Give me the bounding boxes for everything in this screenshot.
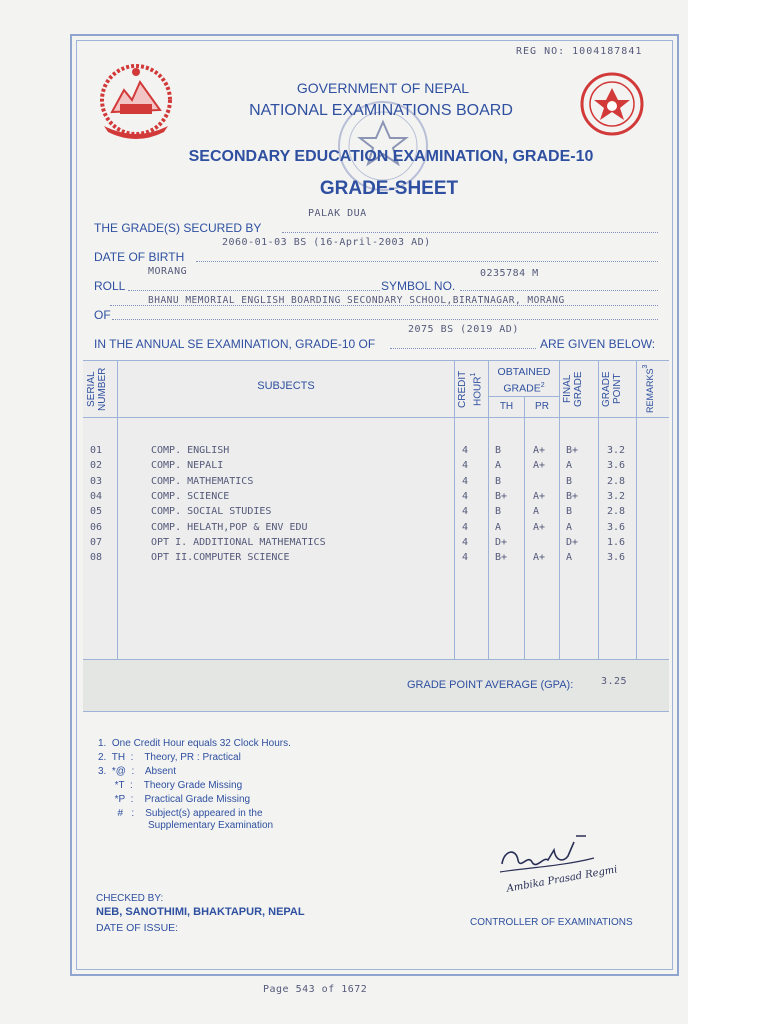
board-heading: NATIONAL EXAMINATIONS BOARD: [249, 102, 513, 119]
final-grade-cell: B: [566, 475, 573, 487]
grade-point-cell: 3.6: [607, 521, 626, 533]
nepal-emblem-icon: [90, 60, 182, 142]
serial-cell: 01: [90, 445, 103, 456]
final-grade-cell: A: [566, 521, 573, 533]
roll-dotted-line: [128, 290, 380, 291]
footnote-line: 2. TH : Theory, PR : Practical: [98, 752, 241, 763]
grade-point-cell: 2.8: [607, 506, 626, 518]
th-header: TH: [499, 401, 514, 412]
exam-heading: SECONDARY EDUCATION EXAMINATION, GRADE-10: [188, 148, 594, 165]
footnote-line: *T : Theory Grade Missing: [98, 780, 243, 791]
subject-cell: COMP. ENGLISH: [151, 445, 230, 456]
grade-point-cell: 2.8: [607, 475, 626, 487]
credit-cell: 4: [462, 506, 469, 518]
annual-exam-label: IN THE ANNUAL SE EXAMINATION, GRADE-10 OF: [94, 337, 376, 351]
subject-cell: COMP. SOCIAL STUDIES: [151, 506, 272, 518]
checked-by-label: CHECKED BY:: [96, 893, 164, 904]
footnote-line: Supplementary Examination: [98, 820, 274, 831]
serial-cell: 04: [90, 490, 103, 502]
subject-cell: COMP. NEPALI: [151, 460, 224, 472]
symbol-dotted-line: [460, 290, 658, 291]
credit-cell: 4: [462, 460, 469, 472]
student-name: PALAK DUA: [308, 208, 367, 219]
grade-point-cell: 3.6: [607, 460, 626, 472]
gpa-value: 3.25: [601, 676, 628, 687]
secured-by-label: THE GRADE(S) SECURED BY: [94, 221, 262, 235]
final-grade-header: FINAL GRADE: [562, 371, 584, 407]
exam-year: 2075 BS (2019 AD): [408, 324, 519, 335]
grade-sheet-title: GRADE-SHEET: [319, 178, 459, 199]
grade-point-cell: 3.2: [607, 445, 626, 456]
theory-grade-cell: B: [495, 506, 502, 518]
subject-cell: OPT I. ADDITIONAL MATHEMATICS: [151, 536, 326, 548]
theory-grade-cell: B: [495, 475, 502, 487]
gpa-band: [83, 660, 669, 712]
credit-cell: 4: [462, 445, 469, 456]
grade-point-cell: 3.6: [607, 552, 626, 564]
school-dotted-line-2: [112, 319, 658, 320]
serial-cell: 05: [90, 506, 103, 518]
theory-grade-cell: A: [495, 460, 502, 472]
dob-dotted-line: [196, 261, 658, 262]
symbol-no: 0235784 M: [480, 268, 539, 279]
practical-grade-cell: A+: [533, 490, 546, 502]
credit-cell: 4: [462, 475, 469, 487]
dob-label: DATE OF BIRTH: [94, 250, 185, 264]
page-number: Page 543 of 1672: [263, 984, 368, 995]
credit-cell: 4: [462, 536, 469, 548]
theory-grade-cell: B: [495, 445, 502, 456]
year-dotted-line: [390, 348, 536, 349]
credit-cell: 4: [462, 490, 469, 502]
practical-grade-cell: A: [533, 506, 540, 518]
school-name: BHANU MEMORIAL ENGLISH BOARDING SECONDARY SCHOOL,BIRATNAGAR, MORANG: [148, 295, 565, 306]
theory-grade-cell: A: [495, 521, 502, 533]
government-heading: GOVERNMENT OF NEPAL: [296, 80, 470, 96]
roll-value: MORANG: [148, 266, 188, 277]
serial-cell: 06: [90, 521, 103, 533]
roll-label: ROLL: [94, 279, 126, 293]
practical-grade-cell: A+: [533, 445, 546, 456]
grade-point-cell: 1.6: [607, 536, 626, 548]
issuing-office: NEB, SANOTHIMI, BHAKTAPUR, NEPAL: [96, 906, 305, 918]
credit-cell: 4: [462, 521, 469, 533]
of-label: OF: [94, 308, 111, 322]
final-grade-cell: B: [566, 506, 573, 518]
remarks-header: REMARKS$^3$: [642, 364, 655, 414]
name-dotted-line: [282, 232, 658, 233]
subject-cell: OPT II.COMPUTER SCIENCE: [151, 552, 290, 564]
final-grade-cell: A: [566, 460, 573, 472]
footnote-line: # : Subject(s) appeared in the: [98, 808, 263, 819]
theory-grade-cell: B+: [495, 490, 508, 502]
final-grade-cell: A: [566, 552, 573, 564]
credit-cell: 4: [462, 552, 469, 564]
obtained-grade-header: OBTAINED GRADE$^2$: [497, 366, 551, 395]
pr-header: PR: [535, 401, 549, 412]
serial-number-header: SERIAL NUMBER: [86, 367, 108, 411]
final-grade-cell: B+: [566, 490, 579, 502]
serial-cell: 02: [90, 460, 103, 472]
practical-grade-cell: A+: [533, 521, 546, 533]
footnote-line: 3. *@ : Absent: [98, 766, 176, 777]
subject-cell: COMP. MATHEMATICS: [151, 475, 254, 487]
theory-grade-cell: D+: [495, 536, 508, 548]
gpa-label: GRADE POINT AVERAGE (GPA):: [407, 679, 574, 691]
serial-cell: 07: [90, 536, 103, 548]
footnote-line: *P : Practical Grade Missing: [98, 794, 251, 805]
reg-no: REG NO: 1004187841: [516, 46, 643, 57]
signature-name: Ambika Prasad Regmi: [505, 864, 619, 895]
serial-cell: 03: [90, 475, 103, 487]
symbol-label: SYMBOL NO.: [381, 279, 456, 293]
serial-cell: 08: [90, 552, 103, 564]
subjects-header: SUBJECTS: [257, 380, 315, 392]
school-dotted-line-1: [110, 305, 658, 306]
final-grade-cell: D+: [566, 536, 579, 548]
subject-cell: COMP. HELATH,POP & ENV EDU: [151, 521, 308, 533]
footnote-line: 1. One Credit Hour equals 32 Clock Hours.: [98, 738, 291, 749]
date-of-issue-label: DATE OF ISSUE:: [96, 922, 179, 934]
credit-hour-header: CREDIT HOUR$^1$: [457, 370, 484, 408]
practical-grade-cell: A+: [533, 552, 546, 564]
theory-grade-cell: B+: [495, 552, 508, 564]
subject-cell: COMP. SCIENCE: [151, 490, 230, 502]
practical-grade-cell: A+: [533, 460, 546, 472]
grade-point-header: GRADE POINT: [601, 371, 623, 407]
date-of-birth: 2060-01-03 BS (16-April-2003 AD): [222, 237, 431, 248]
given-below-label: ARE GIVEN BELOW:: [540, 337, 656, 351]
controller-title: CONTROLLER OF EXAMINATIONS: [470, 917, 633, 928]
grade-point-cell: 3.2: [607, 490, 626, 502]
final-grade-cell: B+: [566, 445, 579, 456]
